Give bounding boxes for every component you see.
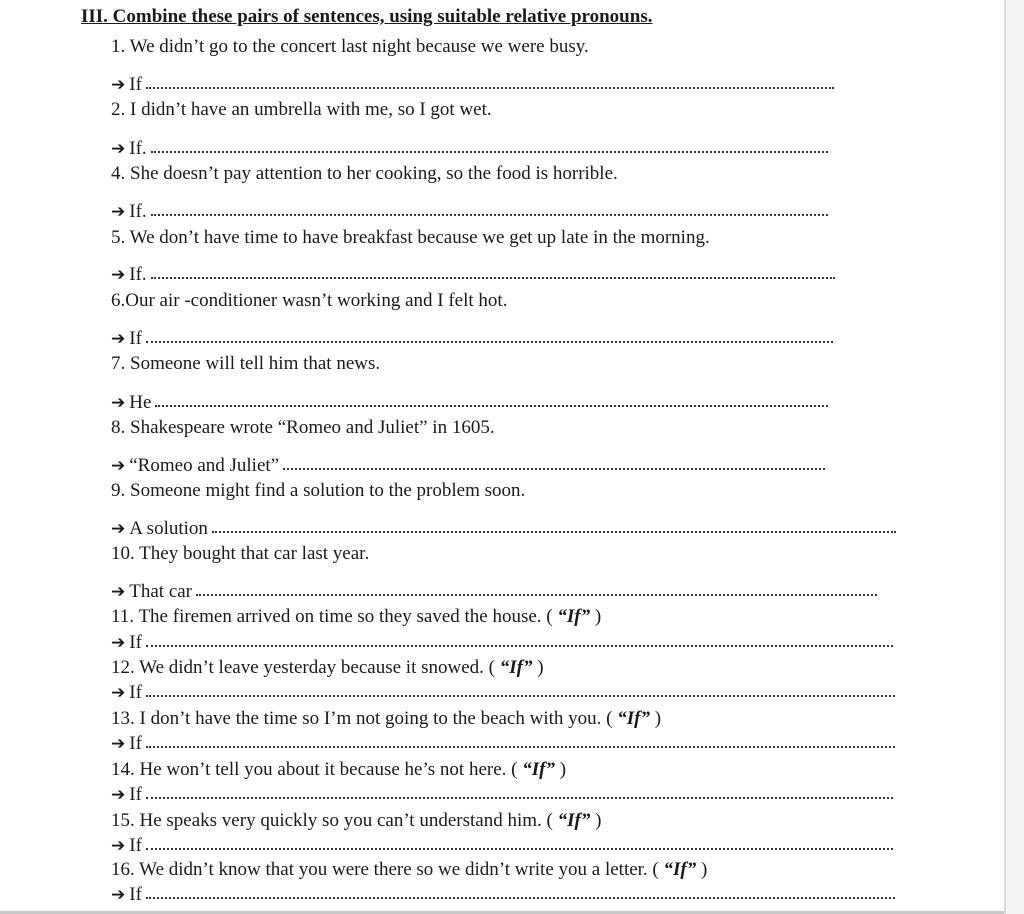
closing-paren: ) — [559, 759, 567, 780]
answer-starter: If — [129, 733, 142, 754]
answer-blank[interactable] — [146, 641, 893, 647]
exercise-sentence — [111, 657, 544, 679]
sentence-text: 10. They bought that car last year. — [111, 543, 370, 564]
answer-starter: If — [129, 884, 142, 905]
answer-line[interactable] — [111, 138, 828, 160]
answer-line[interactable] — [111, 328, 833, 350]
sentence-text: 5. We don’t have time to have breakfast because we get up late in the morning. — [111, 227, 710, 248]
arrow-icon: ➔ — [111, 456, 126, 476]
sentence-text: 7. Someone will tell him that news. — [111, 353, 381, 374]
exercise-sentence — [111, 227, 710, 249]
answer-line[interactable] — [111, 581, 877, 603]
answer-line[interactable] — [111, 835, 893, 857]
answer-starter: If — [129, 632, 142, 653]
answer-blank[interactable] — [151, 210, 828, 216]
sentence-text: 16. We didn’t know that you were there so we didn’t write you a letter. ( — [111, 859, 659, 880]
if-hint: “If” — [499, 657, 533, 678]
exercise-heading: III. Combine these pairs of sentences, using suitable relative pronouns. — [81, 6, 653, 27]
answer-blank[interactable] — [146, 742, 895, 748]
answer-blank[interactable] — [146, 83, 834, 89]
closing-paren: ) — [537, 657, 544, 678]
exercise-sentence — [111, 290, 507, 312]
sentence-text: 13. I don’t have the time so I’m not going to the beach with you. ( — [111, 708, 613, 729]
answer-starter: He — [129, 392, 152, 413]
answer-blank[interactable] — [146, 844, 893, 850]
arrow-icon: ➔ — [111, 75, 126, 95]
answer-blank[interactable] — [196, 590, 877, 596]
answer-blank[interactable] — [151, 147, 828, 153]
answer-starter: If. — [129, 138, 147, 159]
answer-blank[interactable] — [155, 401, 828, 407]
page-margin-shade — [1006, 0, 1024, 914]
sentence-text: 11. The firemen arrived on time so they saved the house. ( — [111, 606, 553, 627]
answer-starter: If — [129, 835, 142, 856]
answer-line[interactable] — [111, 682, 895, 704]
arrow-icon: ➔ — [111, 582, 126, 602]
if-hint: “If” — [522, 759, 555, 780]
arrow-icon: ➔ — [111, 683, 126, 703]
answer-blank[interactable] — [146, 337, 833, 343]
sentence-text: 6.Our air -conditioner wasn’t working and I felt hot. — [111, 290, 508, 311]
answer-line[interactable] — [111, 884, 895, 906]
sentence-text: 14. He won’t tell you about it because he’s not here. ( — [111, 759, 518, 780]
arrow-icon: ➔ — [111, 329, 126, 349]
answer-line[interactable] — [111, 392, 828, 414]
answer-blank[interactable] — [151, 273, 835, 279]
answer-blank[interactable] — [146, 691, 895, 697]
exercise-sentence — [111, 708, 661, 730]
sentence-text: 1. We didn’t go to the concert last night because we were busy. — [111, 36, 589, 57]
sentence-text: 4. She doesn’t pay attention to her cooking, so the food is horrible. — [111, 163, 618, 184]
exercise-sentence — [111, 543, 369, 565]
exercise-sentence — [111, 480, 525, 502]
exercise-sentence — [111, 759, 566, 781]
closing-paren: ) — [595, 810, 602, 831]
answer-line[interactable] — [111, 518, 896, 540]
page-right-edge — [1004, 0, 1006, 914]
arrow-icon: ➔ — [111, 734, 126, 754]
exercise-sentence — [111, 606, 601, 628]
answer-blank[interactable] — [283, 464, 825, 470]
if-hint: “If” — [617, 708, 650, 729]
exercise-sentence — [111, 417, 495, 439]
answer-starter: If — [129, 328, 142, 349]
exercise-sentence — [111, 163, 618, 185]
arrow-icon: ➔ — [111, 202, 126, 222]
answer-starter: If — [129, 784, 142, 805]
if-hint: “If” — [663, 859, 697, 880]
arrow-icon: ➔ — [111, 519, 126, 539]
answer-line[interactable] — [111, 264, 835, 286]
arrow-icon: ➔ — [111, 139, 126, 159]
answer-starter: If — [129, 682, 142, 703]
arrow-icon: ➔ — [111, 265, 126, 285]
arrow-icon: ➔ — [111, 393, 126, 413]
answer-starter: That car — [129, 581, 193, 602]
answer-blank[interactable] — [146, 793, 893, 799]
answer-line[interactable] — [111, 201, 828, 223]
if-hint: “If” — [557, 810, 591, 831]
answer-starter: “Romeo and Juliet” — [129, 455, 280, 476]
answer-blank[interactable] — [146, 893, 895, 899]
closing-paren: ) — [594, 606, 602, 627]
answer-line[interactable] — [111, 455, 825, 477]
answer-blank[interactable] — [212, 527, 896, 533]
arrow-icon: ➔ — [111, 836, 126, 856]
answer-starter: If — [129, 74, 142, 95]
sentence-text: 15. He speaks very quickly so you can’t understand him. ( — [111, 810, 553, 831]
answer-line[interactable] — [111, 74, 834, 96]
answer-starter: If. — [129, 264, 147, 285]
exercise-sentence — [111, 810, 601, 832]
arrow-icon: ➔ — [111, 885, 126, 905]
answer-starter: A solution — [129, 518, 208, 539]
if-hint: “If” — [557, 606, 591, 627]
answer-line[interactable] — [111, 733, 895, 755]
answer-starter: If. — [129, 201, 147, 222]
answer-line[interactable] — [111, 632, 893, 654]
sentence-text: 8. Shakespeare wrote “Romeo and Juliet” in 1605. — [111, 417, 495, 438]
exercise-sentence — [111, 99, 492, 121]
sentence-text: 9. Someone might find a solution to the problem soon. — [111, 480, 526, 501]
exercise-sentence — [111, 859, 707, 881]
exercise-sentence — [111, 353, 380, 375]
closing-paren: ) — [701, 859, 708, 880]
sentence-text: 12. We didn’t leave yesterday because it snowed. ( — [111, 657, 495, 678]
closing-paren: ) — [654, 708, 662, 729]
exercise-sentence — [111, 36, 589, 58]
arrow-icon: ➔ — [111, 785, 126, 805]
answer-line[interactable] — [111, 784, 893, 806]
arrow-icon: ➔ — [111, 633, 126, 653]
sentence-text: 2. I didn’t have an umbrella with me, so I got wet. — [111, 99, 492, 120]
